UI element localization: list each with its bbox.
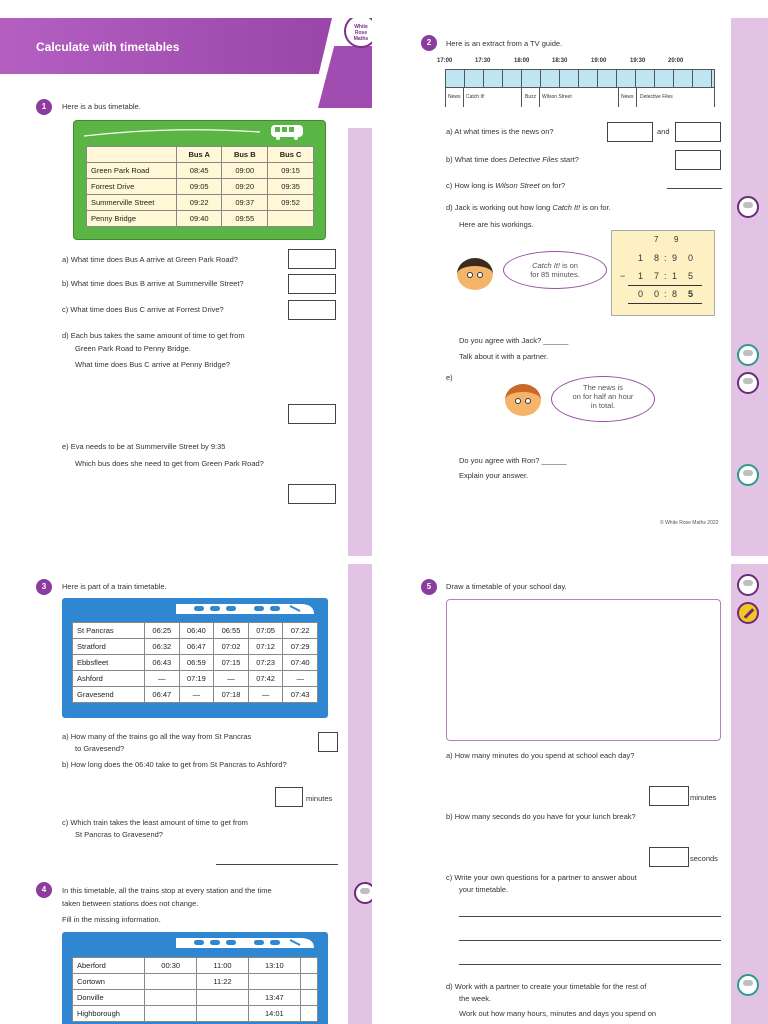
- time-cell: 11:00: [197, 958, 248, 974]
- ron-speech-line2: on for half an hour: [572, 392, 634, 401]
- time-cell: —: [179, 687, 214, 703]
- jack-speech-italic: Catch It!: [532, 261, 560, 270]
- work-digit: 5: [688, 271, 694, 281]
- q5-part-d-line2: the week.: [459, 994, 492, 1003]
- q3-intro: Here is part of a train timetable.: [62, 582, 167, 591]
- time-cell: 06:59: [179, 655, 214, 671]
- time-cell: 07:22: [283, 623, 318, 639]
- discussion-cloud-icon: [737, 344, 759, 366]
- time-cell: 07:12: [248, 639, 283, 655]
- time-cell: 09:22: [177, 195, 222, 211]
- work-digit: 7: [654, 271, 660, 281]
- time-cell: —: [214, 671, 249, 687]
- q4-intro-line2: taken between stations does not change.: [62, 899, 199, 908]
- q5b-seconds-label: seconds: [690, 854, 718, 863]
- tv-guide-bar: [445, 69, 715, 107]
- q3b-minutes-label: minutes: [306, 794, 333, 803]
- time-cell: 06:32: [145, 639, 180, 655]
- q1c-answer-box[interactable]: [288, 300, 336, 320]
- work-digit: 0: [654, 289, 660, 299]
- sidebar-strip: [348, 128, 372, 556]
- time-cell-blank[interactable]: [197, 990, 248, 1006]
- q1-part-a: a) What time does Bus A arrive at Green Park Road?: [62, 255, 238, 264]
- q5-part-c-line2: your timetable.: [459, 885, 509, 894]
- station-name: Aberford: [73, 958, 145, 974]
- time-cell: 07:42: [248, 671, 283, 687]
- time-cell: 07:05: [248, 623, 283, 639]
- q2-intro: Here is an extract from a TV guide.: [446, 39, 563, 48]
- stop-name: Forrest Drive: [87, 179, 177, 195]
- copyright: © White Rose Maths 2022: [660, 520, 719, 526]
- col-head-bus-a: Bus A: [177, 147, 222, 163]
- time-cell-blank[interactable]: [145, 974, 197, 990]
- time-label: 19:30: [630, 58, 646, 64]
- worksheet-page-2: [395, 18, 768, 556]
- q2d-text: d) Jack is working out how long: [446, 203, 553, 212]
- work-colon: :: [664, 253, 667, 263]
- q2c-italic: Wilson Street: [495, 181, 540, 190]
- station-name: Stratford: [73, 639, 145, 655]
- time-cell: 07:18: [214, 687, 249, 703]
- programme-wilson-street: Wilson Street: [542, 94, 572, 100]
- q2-part-e-explain: Explain your answer.: [459, 471, 529, 480]
- time-cell: —: [248, 687, 283, 703]
- q1e-answer-box[interactable]: [288, 484, 336, 504]
- q2b-answer-box[interactable]: [675, 150, 721, 170]
- time-cell: 09:00: [222, 163, 268, 179]
- programme-news: News: [448, 94, 461, 100]
- jack-workings: [611, 230, 715, 316]
- time-cell-blank[interactable]: [145, 1006, 197, 1022]
- q1-part-d-line2: Green Park Road to Penny Bridge.: [75, 344, 191, 353]
- work-digit: 5: [688, 289, 694, 299]
- q2c-text: c) How long is: [446, 181, 496, 190]
- time-label: 17:30: [475, 58, 491, 64]
- q1-part-b: b) What time does Bus B arrive at Summerville Street?: [62, 279, 244, 288]
- road-curve: [82, 126, 262, 138]
- q2-part-e-agree: Do you agree with Ron? ______: [459, 456, 567, 465]
- q2-part-a: a) At what times is the news on?: [446, 127, 554, 136]
- time-cell: 09:15: [268, 163, 314, 179]
- time-cell: 06:47: [179, 639, 214, 655]
- time-cell-blank[interactable]: [301, 958, 318, 974]
- time-label: 20:00: [668, 58, 684, 64]
- q2d-italic: Catch It!: [552, 203, 581, 212]
- question-2-number: 2: [421, 35, 437, 51]
- q1-part-d-line1: d) Each bus takes the same amount of time to get from: [62, 331, 245, 340]
- page-title: Calculate with timetables: [36, 40, 180, 54]
- q1a-answer-box[interactable]: [288, 249, 336, 269]
- q2-part-d-line2: Here are his workings.: [459, 220, 534, 229]
- time-cell-blank[interactable]: [301, 974, 318, 990]
- time-cell-blank[interactable]: [248, 974, 300, 990]
- question-1-number: 1: [36, 99, 52, 115]
- jack-avatar: [457, 258, 493, 290]
- q1-part-d-line3: What time does Bus C arrive at Penny Bridge?: [75, 360, 231, 369]
- q5a-minutes-label: minutes: [690, 793, 717, 802]
- sidebar-strip: [731, 564, 768, 1024]
- sidebar-strip: [348, 564, 372, 1024]
- time-cell-blank[interactable]: [197, 1006, 248, 1022]
- work-digit: 1: [638, 271, 644, 281]
- time-label: 19:00: [591, 58, 607, 64]
- q2-part-b: [446, 155, 579, 164]
- work-digit: 1: [638, 253, 644, 263]
- ron-speech-bubble: [551, 376, 655, 422]
- q2-and: and: [657, 127, 670, 136]
- q1-part-e-line1: e) Eva needs to be at Summerville Street by 9:35: [62, 442, 226, 451]
- q2-part-d: [446, 203, 611, 212]
- q2-part-d-agree: Do you agree with Jack? ______: [459, 336, 569, 345]
- time-cell: 06:47: [145, 687, 180, 703]
- q1d-answer-box[interactable]: [288, 404, 336, 424]
- time-cell: 11:22: [197, 974, 248, 990]
- worksheet-page-1: [0, 18, 372, 556]
- programme-catch-it: Catch It!: [466, 94, 485, 100]
- time-cell: 14:01: [248, 1006, 300, 1022]
- programme-news-2: News: [621, 94, 634, 100]
- time-cell: 07:43: [283, 687, 318, 703]
- station-name: Ebbsfleet: [73, 655, 145, 671]
- stop-name: Summerville Street: [87, 195, 177, 211]
- station-name: Cortown: [73, 974, 145, 990]
- jack-speech-bubble: [503, 251, 607, 289]
- time-label: 17:00: [437, 58, 453, 64]
- q4-intro-line3: Fill in the missing information.: [62, 915, 161, 924]
- reasoning-cloud-icon: [737, 196, 759, 218]
- pencil-icon: [737, 602, 759, 624]
- q5c-answer-line-2[interactable]: [459, 940, 721, 941]
- time-cell: 07:29: [283, 639, 318, 655]
- logo-text-2: Rose: [354, 30, 368, 36]
- work-digit: 8: [654, 253, 660, 263]
- time-cell: 06:25: [145, 623, 180, 639]
- q5c-answer-line-3[interactable]: [459, 964, 721, 965]
- station-name: Highborough: [73, 1006, 145, 1022]
- q3a-answer-box[interactable]: [318, 732, 338, 752]
- time-cell: 00:30: [145, 958, 197, 974]
- q3-part-c-line1: c) Which train takes the least amount of time to get from: [62, 818, 248, 827]
- carry-digit: 9: [674, 235, 679, 244]
- time-cell: 07:15: [214, 655, 249, 671]
- work-digit: 0: [638, 289, 644, 299]
- question-3-number: 3: [36, 579, 52, 595]
- time-cell: 13:47: [248, 990, 300, 1006]
- q4-timetable: [72, 957, 318, 1022]
- reasoning-cloud-icon: [737, 574, 759, 596]
- q2b-text-end: start?: [558, 155, 579, 164]
- question-4-number: 4: [36, 882, 52, 898]
- minus-sign: −: [620, 271, 626, 281]
- logo-text-3: Maths: [353, 36, 369, 42]
- worksheet-page-3: [0, 564, 372, 1024]
- carry-digit: 7: [654, 235, 659, 244]
- ron-speech-line3: in total.: [590, 401, 616, 410]
- ron-speech-line1: The news is: [582, 383, 624, 392]
- q3-part-b: b) How long does the 06:40 take to get from St Pancras to Ashford?: [62, 760, 287, 769]
- q1b-answer-box[interactable]: [288, 274, 336, 294]
- time-cell: 07:19: [179, 671, 214, 687]
- q5-intro: Draw a timetable of your school day.: [446, 582, 567, 591]
- q2b-text: b) What time does: [446, 155, 509, 164]
- time-label: 18:30: [552, 58, 568, 64]
- question-5-number: 5: [421, 579, 437, 595]
- q2b-italic: Detective Files: [508, 155, 559, 164]
- q2-part-e: e): [446, 373, 453, 382]
- time-cell: 09:35: [268, 179, 314, 195]
- q5-part-c-line1: c) Write your own questions for a partner to answer about: [446, 873, 637, 882]
- work-colon: :: [664, 289, 667, 299]
- banner-accent: [318, 46, 372, 108]
- time-cell: 13:10: [248, 958, 300, 974]
- work-digit: 9: [672, 253, 678, 263]
- time-cell: 09:37: [222, 195, 268, 211]
- q2-part-c: [446, 181, 565, 190]
- time-cell: —: [145, 671, 180, 687]
- time-cell: 06:40: [179, 623, 214, 639]
- q5b-answer-box[interactable]: [649, 847, 689, 867]
- q2d-text-end: is on for.: [580, 203, 611, 212]
- school-day-drawing-area[interactable]: [446, 599, 721, 741]
- station-name: St Pancras: [73, 623, 145, 639]
- q3-part-c-line2: St Pancras to Gravesend?: [75, 830, 163, 839]
- time-cell-blank[interactable]: [301, 990, 318, 1006]
- q2a-answer-box-1[interactable]: [607, 122, 653, 142]
- train-icon: [172, 602, 316, 616]
- time-cell: 06:43: [145, 655, 180, 671]
- tv-guide-times: [437, 58, 737, 68]
- time-cell: 09:40: [177, 211, 222, 227]
- jack-speech-line2: for 85 minutes.: [530, 270, 580, 279]
- work-digit: 8: [672, 289, 678, 299]
- white-rose-logo: [344, 18, 372, 48]
- programme-buzz: Buzz: [525, 94, 537, 100]
- col-head-bus-b: Bus B: [222, 147, 268, 163]
- q2c-text-end: on for?: [539, 181, 566, 190]
- q5-part-d-line1: d) Work with a partner to create your timetable for the rest of: [446, 982, 647, 991]
- bus-icon: [270, 124, 304, 140]
- q5a-answer-box[interactable]: [649, 786, 689, 806]
- time-cell: [268, 211, 314, 227]
- logo-text-1: White: [354, 24, 368, 30]
- q3-part-a-line2: to Gravesend?: [75, 744, 125, 753]
- time-cell-blank[interactable]: [145, 990, 197, 1006]
- jack-speech-line1: [504, 261, 606, 270]
- q2-part-d-talk: Talk about it with a partner.: [459, 352, 549, 361]
- stop-name: Penny Bridge: [87, 211, 177, 227]
- tv-time-ticks: [446, 70, 714, 88]
- q5c-answer-line-1[interactable]: [459, 916, 721, 917]
- q1-part-c: c) What time does Bus C arrive at Forrest Drive?: [62, 305, 224, 314]
- train-timetable: [72, 622, 318, 703]
- time-cell-blank[interactable]: [301, 1006, 318, 1022]
- time-cell: 07:02: [214, 639, 249, 655]
- work-digit: 1: [672, 271, 678, 281]
- q3b-answer-box[interactable]: [275, 787, 303, 807]
- q5-part-a: a) How many minutes do you spend at school each day?: [446, 751, 635, 760]
- worksheet-page-4: [395, 564, 768, 1024]
- q1-intro: Here is a bus timetable.: [62, 102, 141, 111]
- q3c-answer-line[interactable]: [216, 864, 338, 865]
- time-cell: 08:45: [177, 163, 222, 179]
- q5-part-b: b) How many seconds do you have for your lunch break?: [446, 812, 636, 821]
- ron-avatar: [505, 384, 541, 416]
- time-cell: 09:55: [222, 211, 268, 227]
- discussion-cloud-icon: [737, 464, 759, 486]
- time-label: 18:00: [514, 58, 530, 64]
- q2c-answer-line[interactable]: [667, 188, 722, 189]
- reasoning-cloud-icon: [354, 882, 372, 904]
- discussion-cloud-icon: [737, 974, 759, 996]
- col-head-blank: [87, 147, 177, 163]
- train-icon: [172, 936, 316, 950]
- station-name: Ashford: [73, 671, 145, 687]
- q2a-answer-box-2[interactable]: [675, 122, 721, 142]
- station-name: Gravesend: [73, 687, 145, 703]
- time-cell: 09:05: [177, 179, 222, 195]
- bus-timetable: [86, 146, 314, 227]
- reasoning-cloud-icon: [737, 372, 759, 394]
- time-cell: 09:52: [268, 195, 314, 211]
- stop-name: Green Park Road: [87, 163, 177, 179]
- time-cell: 06:55: [214, 623, 249, 639]
- work-digit: 0: [688, 253, 694, 263]
- time-cell: —: [283, 671, 318, 687]
- q3-part-a-line1: a) How many of the trains go all the way from St Pancras: [62, 732, 252, 741]
- q5-part-d-line3: Work out how many hours, minutes and days you spend on: [459, 1009, 657, 1018]
- col-head-bus-c: Bus C: [268, 147, 314, 163]
- q4-intro-line1: In this timetable, all the trains stop at every station and the time: [62, 886, 272, 895]
- q1-part-e-line2: Which bus does she need to get from Green Park Road?: [75, 459, 264, 468]
- time-cell: 07:40: [283, 655, 318, 671]
- time-cell: 07:23: [248, 655, 283, 671]
- tv-programmes-row: [446, 88, 714, 107]
- station-name: Donville: [73, 990, 145, 1006]
- work-colon: :: [664, 271, 667, 281]
- time-cell: 09:20: [222, 179, 268, 195]
- jack-speech-text: is on: [560, 261, 578, 270]
- programme-detective-files: Detective Files: [640, 94, 673, 100]
